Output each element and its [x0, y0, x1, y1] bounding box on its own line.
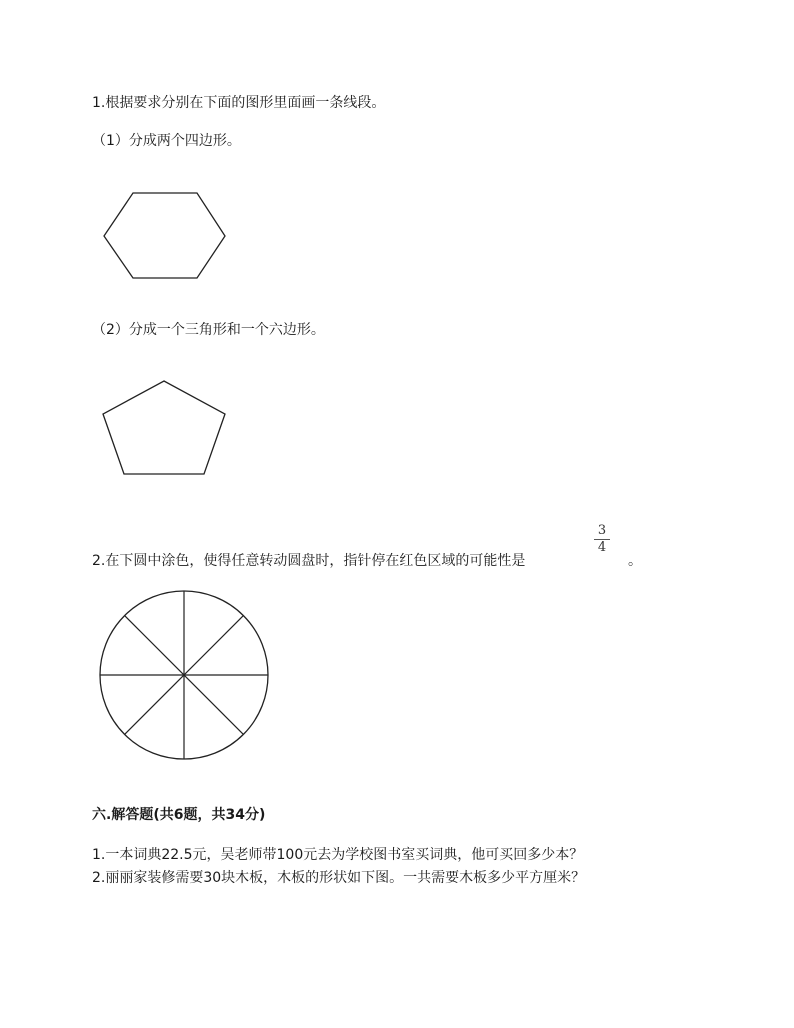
sector-divider-diagonal-1 — [125, 616, 244, 735]
q2-text: 2.在下圆中涂色，使得任意转动圆盘时，指针停在红色区域的可能性是 — [92, 553, 526, 569]
sector-divider-diagonal-2 — [125, 616, 244, 735]
spinner-circle — [100, 591, 268, 759]
section-6-question-1: 1.一本词典22.5元，吴老师带100元去为学校图书室买词典，他可买回多少本？ — [92, 847, 584, 863]
section-6-heading: 六.解答题(共6题，共34分) — [92, 807, 266, 823]
fraction-denominator: 4 — [597, 540, 607, 555]
hexagon — [104, 193, 225, 278]
section-6-question-2: 2.丽丽家装修需要30块木板，木板的形状如下图。一共需要木板多少平方厘米？ — [92, 870, 586, 886]
q1-part2-label: （2）分成一个三角形和一个六边形。 — [92, 322, 325, 338]
q1-part1-label: （1）分成两个四边形。 — [92, 133, 241, 149]
q1-title: 1.根据要求分别在下面的图形里面画一条线段。 — [92, 95, 386, 111]
q2-end: 。 — [628, 553, 642, 569]
fraction-numerator: 3 — [597, 523, 607, 538]
pentagon — [103, 381, 225, 474]
probability-fraction — [594, 524, 610, 555]
